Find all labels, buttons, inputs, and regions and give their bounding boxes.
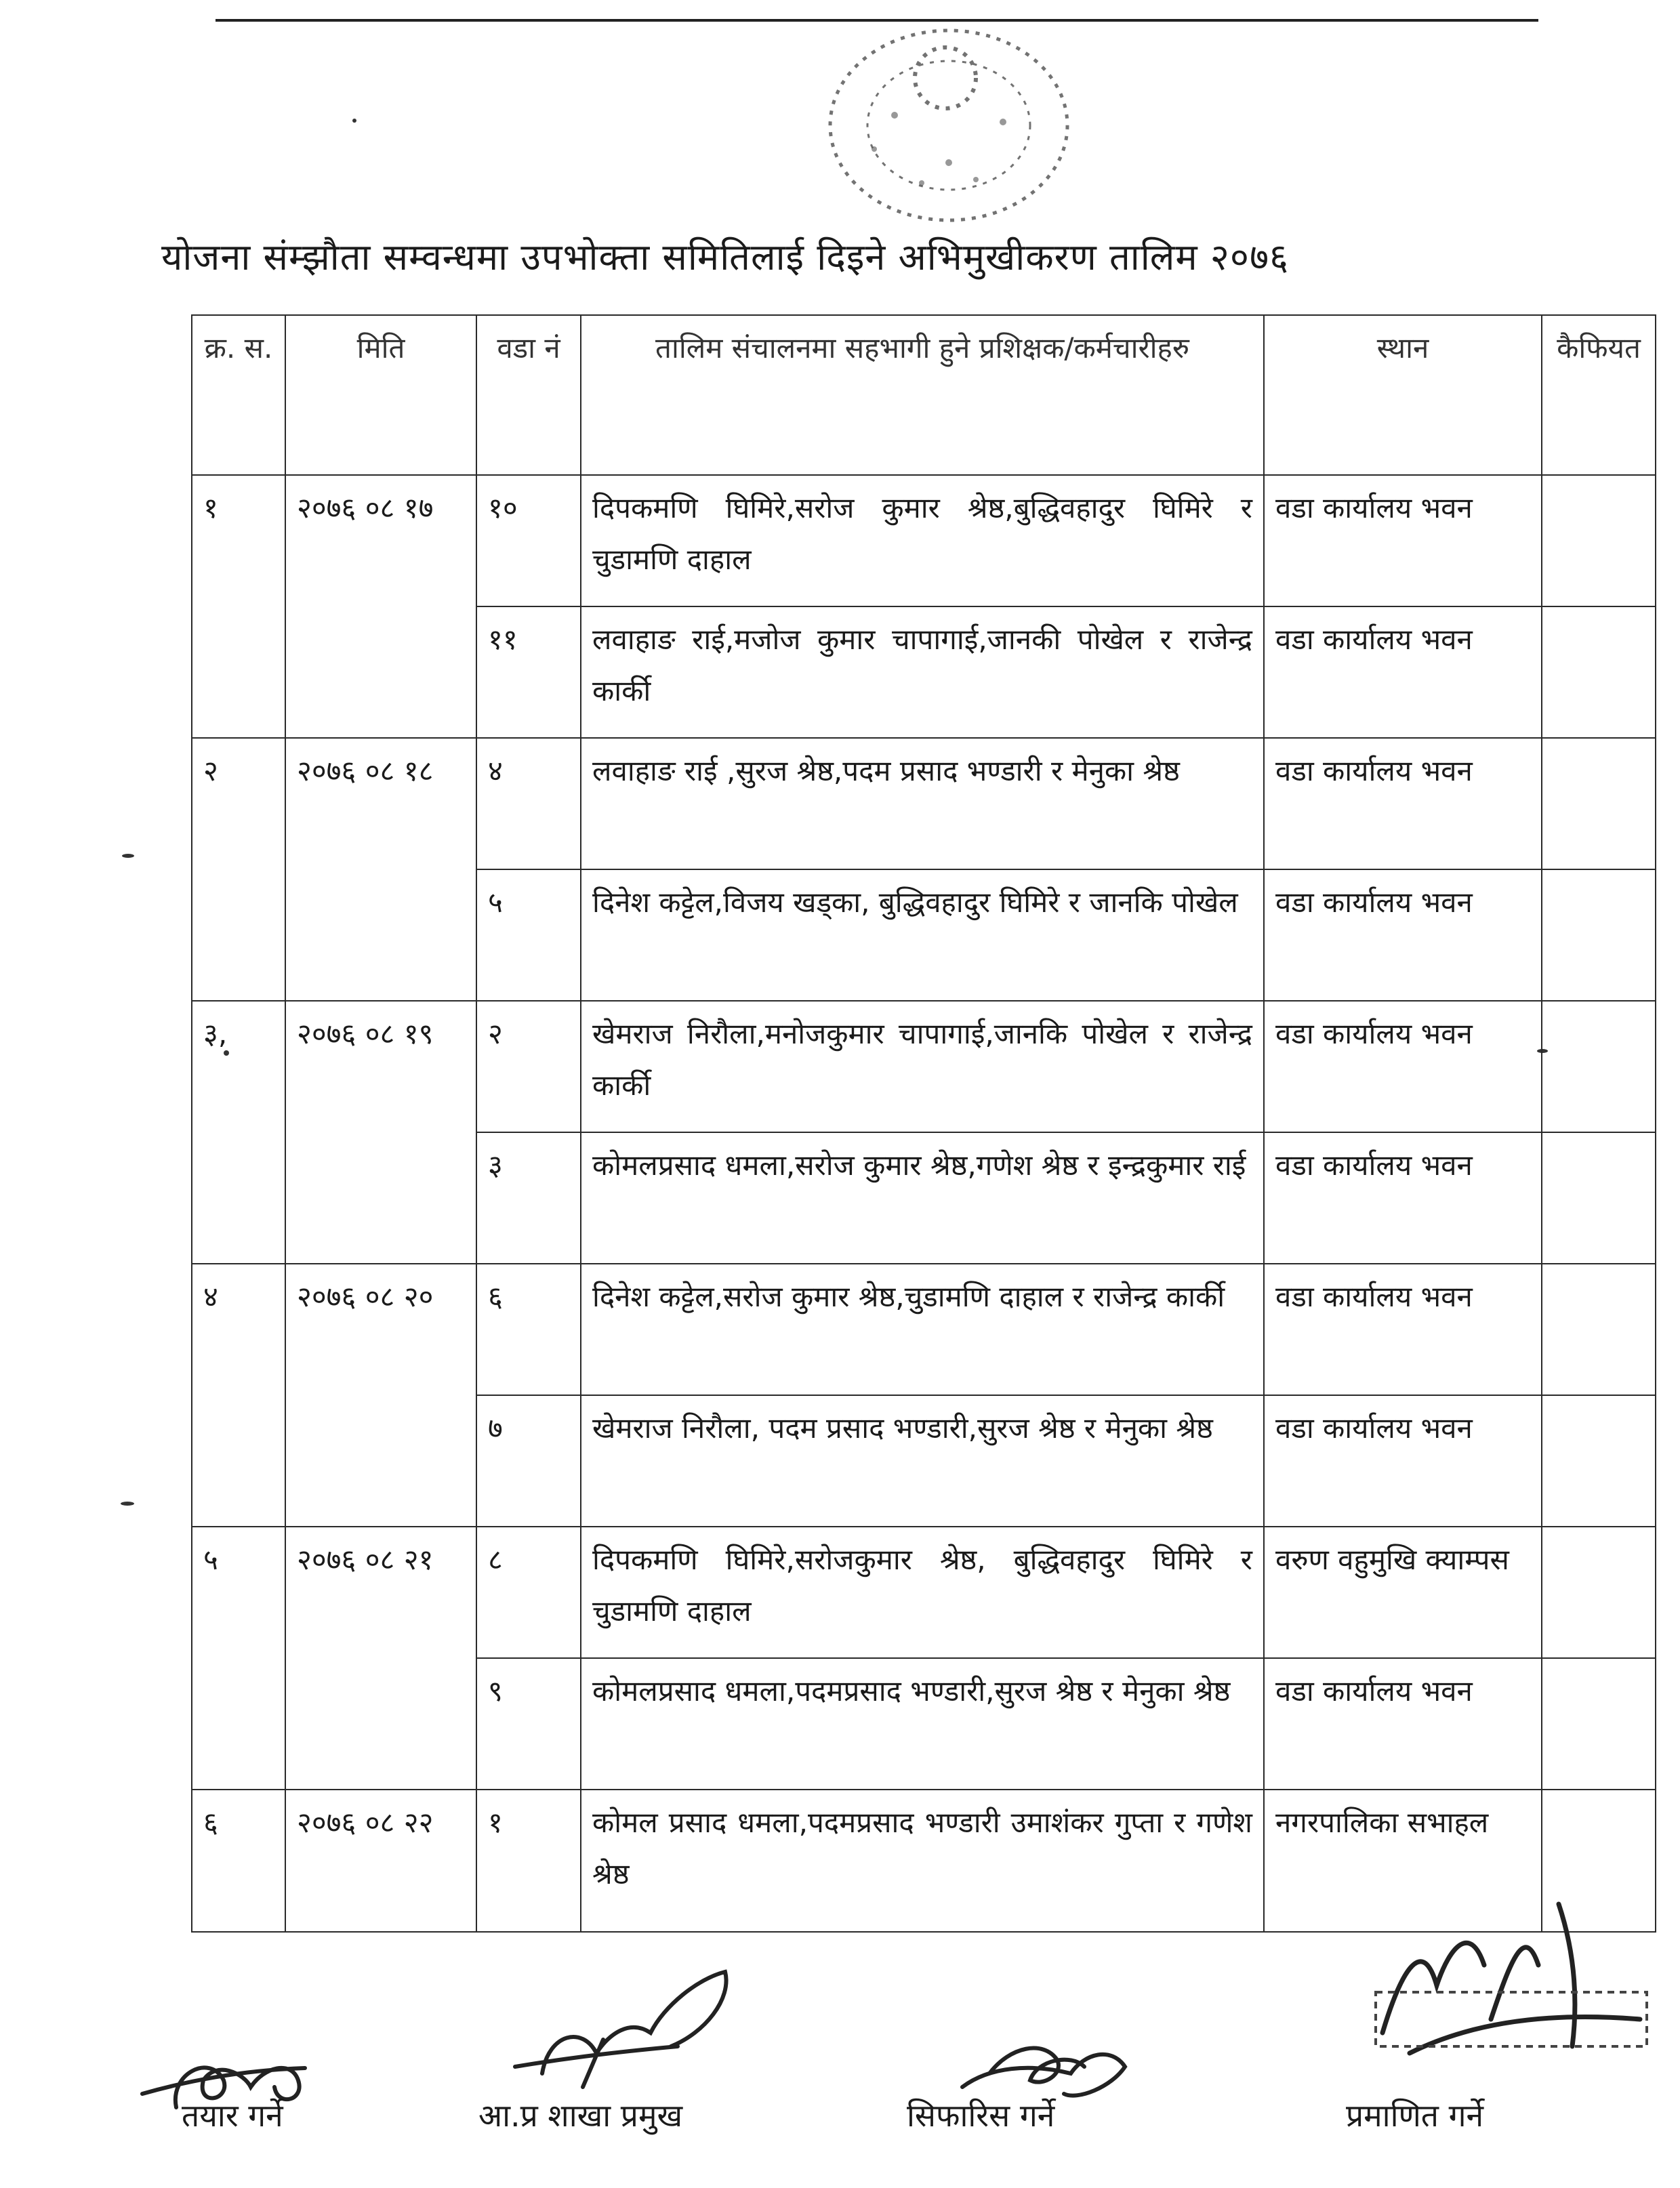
cell-names: लवाहाङ राई ,सुरज श्रेष्ठ,पदम प्रसाद भण्डारी र मेनुका श्रेष्ठ xyxy=(581,738,1264,869)
office-seal-stamp-icon xyxy=(800,14,1098,244)
cell-remarks xyxy=(1542,1658,1656,1790)
cell-venue: वडा कार्यालय भवन xyxy=(1264,1001,1542,1132)
cell-remarks xyxy=(1542,475,1656,606)
cell-remarks xyxy=(1542,606,1656,738)
cell-venue: वडा कार्यालय भवन xyxy=(1264,1264,1542,1395)
cell-date: २०७६ ०८ १७ xyxy=(285,475,476,738)
col-header-ward: वडा नं xyxy=(476,315,581,475)
cell-sn: ३, xyxy=(192,1001,285,1264)
table-row xyxy=(192,475,1656,606)
cell-names: कोमलप्रसाद धमला,पदमप्रसाद भण्डारी,सुरज श्रेष्ठ र मेनुका श्रेष्ठ xyxy=(581,1658,1264,1790)
col-header-remarks: कैफियत xyxy=(1542,315,1656,475)
cell-names: खेमराज निरौला,मनोजकुमार चापागाई,जानकि पोखेल र राजेन्द्र कार्की xyxy=(581,1001,1264,1132)
cell-date: २०७६ ०८ २० xyxy=(285,1264,476,1527)
scan-speck xyxy=(121,1502,134,1506)
cell-sn: ४ xyxy=(192,1264,285,1527)
cell-names: दिपकमणि घिमिरे,सरोजकुमार श्रेष्ठ, बुद्धिवहादुर घिमिरे र चुडामणि दाहाल xyxy=(581,1527,1264,1658)
cell-ward: ६ xyxy=(476,1264,581,1395)
cell-remarks xyxy=(1542,869,1656,1001)
table-row xyxy=(192,1001,1656,1132)
label-certified-by: प्रमाणित गर्ने xyxy=(1346,2097,1484,2134)
cell-names: दिनेश कट्टेल,सरोज कुमार श्रेष्ठ,चुडामणि दाहाल र राजेन्द्र कार्की xyxy=(581,1264,1264,1395)
cell-venue: वडा कार्यालय भवन xyxy=(1264,606,1542,738)
cell-remarks xyxy=(1542,738,1656,869)
training-schedule-table xyxy=(191,314,1656,1933)
label-section-chief: आ.प्र शाखा प्रमुख xyxy=(478,2097,683,2134)
cell-names: दिनेश कट्टेल,विजय खड्का, बुद्धिवहादुर घिमिरे र जानकि पोखेल xyxy=(581,869,1264,1001)
cell-sn: ५ xyxy=(192,1527,285,1790)
cell-date: २०७६ ०८ २२ xyxy=(285,1790,476,1932)
cell-ward: १ xyxy=(476,1790,581,1932)
signature-section-chief xyxy=(501,1952,759,2114)
cell-ward: ३ xyxy=(476,1132,581,1264)
cell-remarks xyxy=(1542,1001,1656,1132)
cell-names: खेमराज निरौला, पदम प्रसाद भण्डारी,सुरज श्रेष्ठ र मेनुका श्रेष्ठ xyxy=(581,1395,1264,1527)
cell-venue: नगरपालिका सभाहल xyxy=(1264,1790,1542,1932)
scan-speck xyxy=(352,119,356,123)
cell-ward: ४ xyxy=(476,738,581,869)
cell-date: २०७६ ०८ २१ xyxy=(285,1527,476,1790)
cell-ward: ५ xyxy=(476,869,581,1001)
col-header-venue: स्थान xyxy=(1264,315,1542,475)
cell-venue: वरुण वहुमुखि क्याम्पस xyxy=(1264,1527,1542,1658)
cell-ward: ९ xyxy=(476,1658,581,1790)
label-recommended-by: सिफारिस गर्ने xyxy=(907,2097,1055,2134)
col-header-names: तालिम संचालनमा सहभागी हुने प्रशिक्षक/कर्मचारीहरु xyxy=(581,315,1264,475)
cell-names: दिपकमणि घिमिरे,सरोज कुमार श्रेष्ठ,बुद्धिवहादुर घिमिरे र चुडामणि दाहाल xyxy=(581,475,1264,606)
cell-ward: ११ xyxy=(476,606,581,738)
cell-names: कोमल प्रसाद धमला,पदमप्रसाद भण्डारी उमाशंकर गुप्ता र गणेश श्रेष्ठ xyxy=(581,1790,1264,1932)
table-row xyxy=(192,1527,1656,1658)
cell-venue: वडा कार्यालय भवन xyxy=(1264,475,1542,606)
cell-ward: १० xyxy=(476,475,581,606)
cell-ward: ८ xyxy=(476,1527,581,1658)
signature-certified xyxy=(1355,1884,1667,2087)
cell-venue: वडा कार्यालय भवन xyxy=(1264,1658,1542,1790)
cell-sn: १ xyxy=(192,475,285,738)
cell-remarks xyxy=(1542,1527,1656,1658)
cell-sn: २ xyxy=(192,738,285,1001)
cell-venue: वडा कार्यालय भवन xyxy=(1264,1132,1542,1264)
cell-names: लवाहाङ राई,मजोज कुमार चापागाई,जानकी पोखेल र राजेन्द्र कार्की xyxy=(581,606,1264,738)
cell-date: २०७६ ०८ १८ xyxy=(285,738,476,1001)
cell-sn: ६ xyxy=(192,1790,285,1932)
document-title: योजना संम्झौता सम्वन्धमा उपभोक्ता समितिलाई दिइने अभिमुखीकरण तालिम २०७६ xyxy=(161,236,1290,278)
cell-remarks xyxy=(1542,1395,1656,1527)
cell-venue: वडा कार्यालय भवन xyxy=(1264,869,1542,1001)
table-row xyxy=(192,1264,1656,1395)
cell-venue: वडा कार्यालय भवन xyxy=(1264,1395,1542,1527)
cell-names: कोमलप्रसाद धमला,सरोज कुमार श्रेष्ठ,गणेश श्रेष्ठ र इन्द्रकुमार राई xyxy=(581,1132,1264,1264)
scan-speck xyxy=(122,854,134,858)
label-prepared-by: तयार गर्ने xyxy=(182,2097,283,2134)
cell-remarks xyxy=(1542,1264,1656,1395)
cell-venue: वडा कार्यालय भवन xyxy=(1264,738,1542,869)
cell-ward: २ xyxy=(476,1001,581,1132)
table-row xyxy=(192,738,1656,869)
cell-remarks xyxy=(1542,1132,1656,1264)
table-header-row xyxy=(192,315,1656,475)
cell-date: २०७६ ०८ १९ xyxy=(285,1001,476,1264)
col-header-sn: क्र. स. xyxy=(192,315,285,475)
cell-ward: ७ xyxy=(476,1395,581,1527)
col-header-date: मिति xyxy=(285,315,476,475)
